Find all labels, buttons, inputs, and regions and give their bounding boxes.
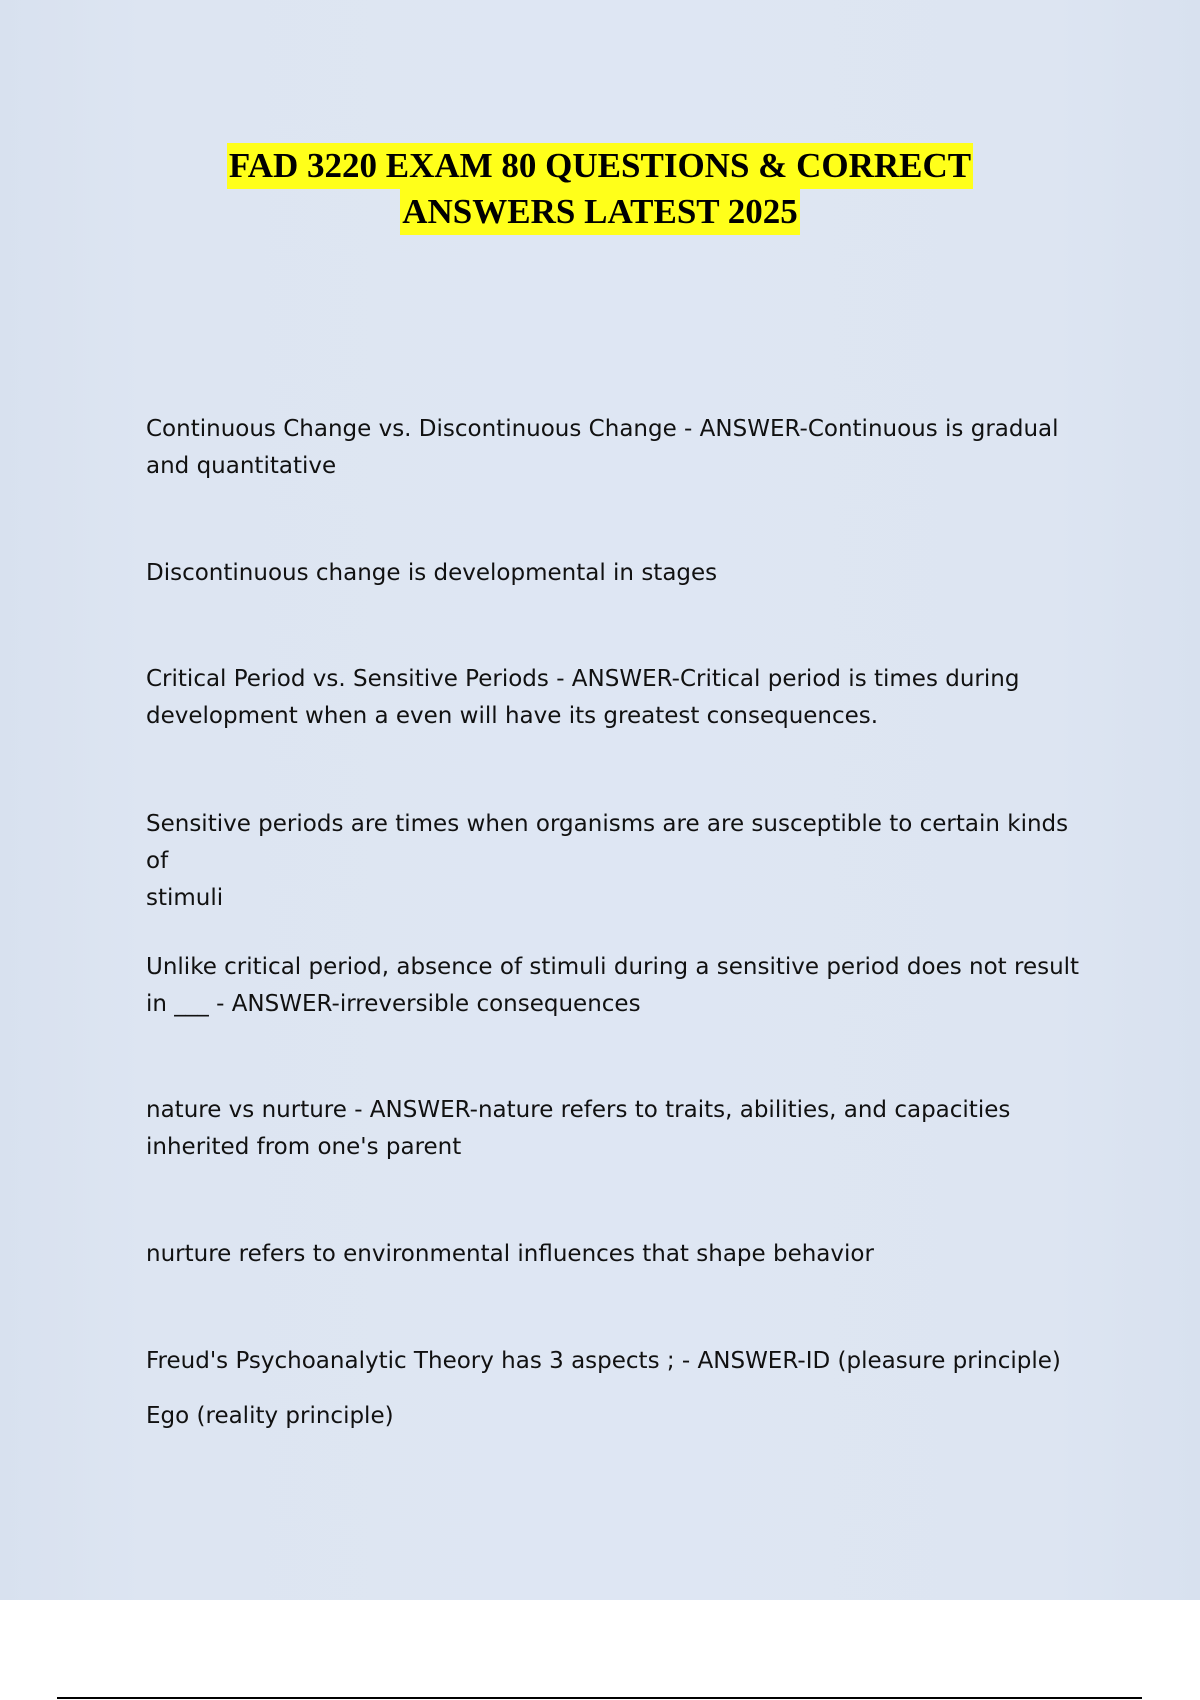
title-line-1: FAD 3220 EXAM 80 QUESTIONS & CORRECT	[227, 143, 973, 189]
title-line-2: ANSWERS LATEST 2025	[400, 189, 800, 235]
text-line: in ___ - ANSWER-irreversible consequences	[146, 991, 641, 1017]
text-line: nurture refers to environmental influences that shape behavior	[146, 1241, 874, 1267]
answer-discontinuous-change	[146, 555, 1096, 592]
text-line: Continuous Change vs. Discontinuous Change - ANSWER-Continuous is gradual	[146, 416, 1059, 442]
answer-ego	[146, 1398, 1096, 1435]
answer-nurture	[146, 1236, 1096, 1273]
text-line: and quantitative	[146, 453, 337, 479]
question-freud-theory	[146, 1343, 1096, 1380]
text-line: Freud's Psychoanalytic Theory has 3 aspects ; - ANSWER-ID (pleasure principle)	[146, 1348, 1061, 1374]
question-nature-vs-nurture	[146, 1092, 1096, 1166]
document-title	[0, 143, 1200, 235]
text-line: inherited from one's parent	[146, 1134, 462, 1160]
text-line: Discontinuous change is developmental in stages	[146, 560, 718, 586]
answer-sensitive-periods	[146, 806, 1096, 917]
question-continuous-change	[146, 411, 1096, 485]
question-critical-period	[146, 661, 1096, 735]
text-line: Sensitive periods are times when organisms are are susceptible to certain kinds of	[146, 811, 1069, 874]
text-line: Critical Period vs. Sensitive Periods - ANSWER-Critical period is times during	[146, 666, 1020, 692]
question-unlike-critical-period	[146, 949, 1096, 1023]
text-line: Ego (reality principle)	[146, 1403, 394, 1429]
text-line: stimuli	[146, 885, 224, 911]
text-line: nature vs nurture - ANSWER-nature refers to traits, abilities, and capacities	[146, 1097, 1011, 1123]
text-line: Unlike critical period, absence of stimuli during a sensitive period does not result	[146, 954, 1080, 980]
text-line: development when a even will have its greatest consequences.	[146, 703, 879, 729]
footer-divider	[57, 1697, 1142, 1699]
